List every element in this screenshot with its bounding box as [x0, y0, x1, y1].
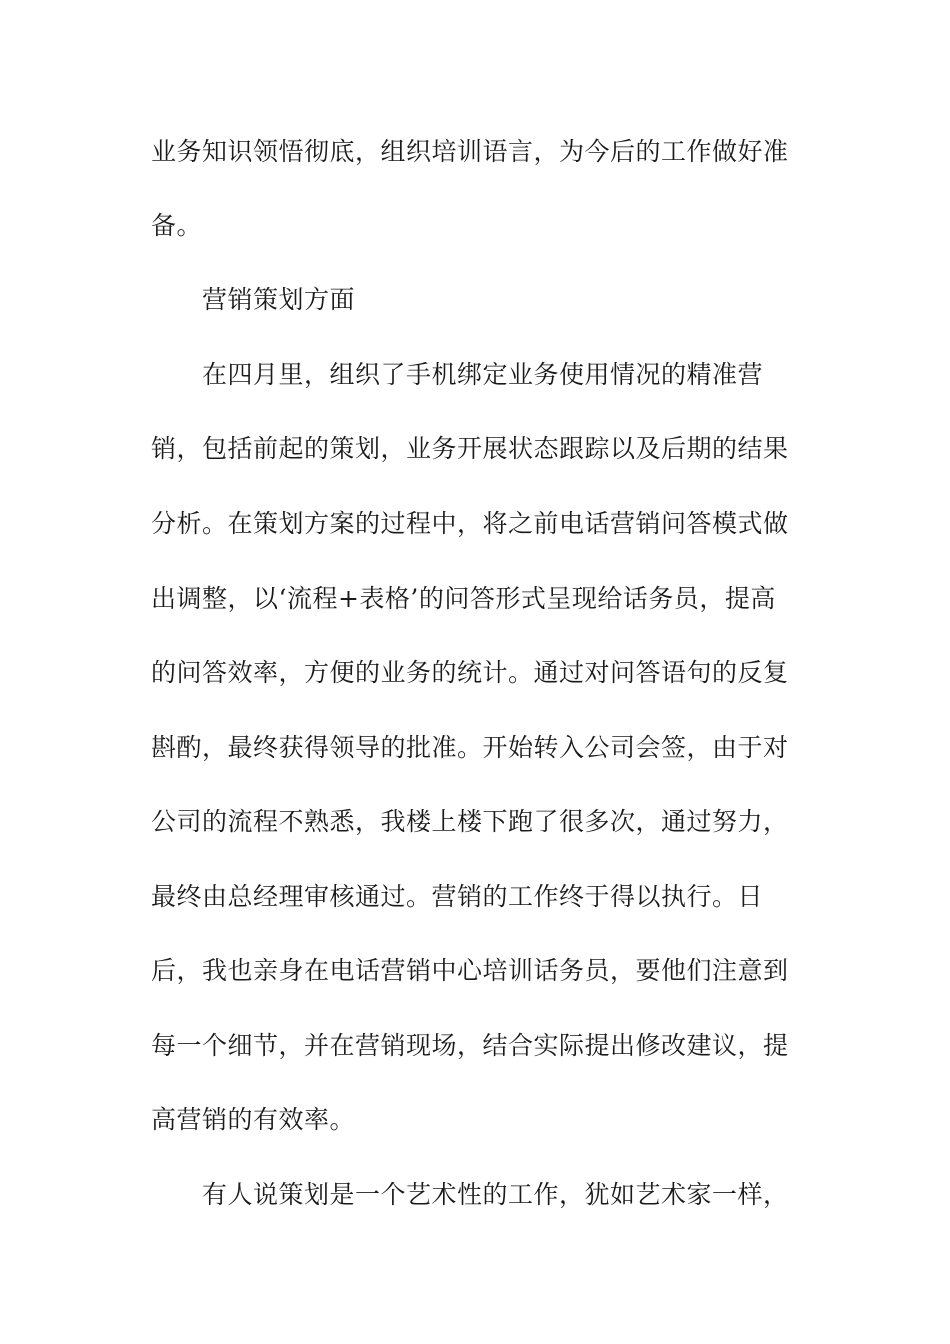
paragraph-line-4: 在四月里，组织了手机绑定业务使用情况的精准营 [202, 360, 764, 389]
paragraph-line-12: 后，我也亲身在电话营销中心培训话务员，要他们注意到 [151, 956, 789, 985]
paragraph-line-7: 出调整，以‘流程+表格’的问答形式呈现给话务员，提高 [151, 584, 776, 613]
paragraph-line-2: 备。 [151, 211, 203, 240]
paragraph-line-13: 每一个细节，并在营销现场，结合实际提出修改建议，提 [151, 1031, 789, 1060]
paragraph-line-5: 销，包括前起的策划，业务开展状态跟踪以及后期的结果 [151, 434, 789, 463]
paragraph-line-11: 最终由总经理审核通过。营销的工作终于得以执行。日 [151, 882, 764, 911]
paragraph-line-9: 斟酌，最终获得领导的批准。开始转入公司会签，由于对 [151, 733, 789, 762]
paragraph-line-1: 业务知识领悟彻底，组织培训语言，为今后的工作做好准 [151, 137, 789, 166]
paragraph-line-10: 公司的流程不熟悉，我楼上楼下跑了很多次，通过努力， [151, 807, 789, 836]
paragraph-line-8: 的问答效率，方便的业务的统计。通过对问答语句的反复 [151, 658, 789, 687]
paragraph-line-15: 有人说策划是一个艺术性的工作，犹如艺术家一样， [202, 1180, 789, 1209]
section-heading: 营销策划方面 [202, 285, 356, 314]
paragraph-line-14: 高营销的有效率。 [151, 1105, 356, 1134]
paragraph-line-6: 分析。在策划方案的过程中，将之前电话营销问答模式做 [151, 509, 789, 538]
